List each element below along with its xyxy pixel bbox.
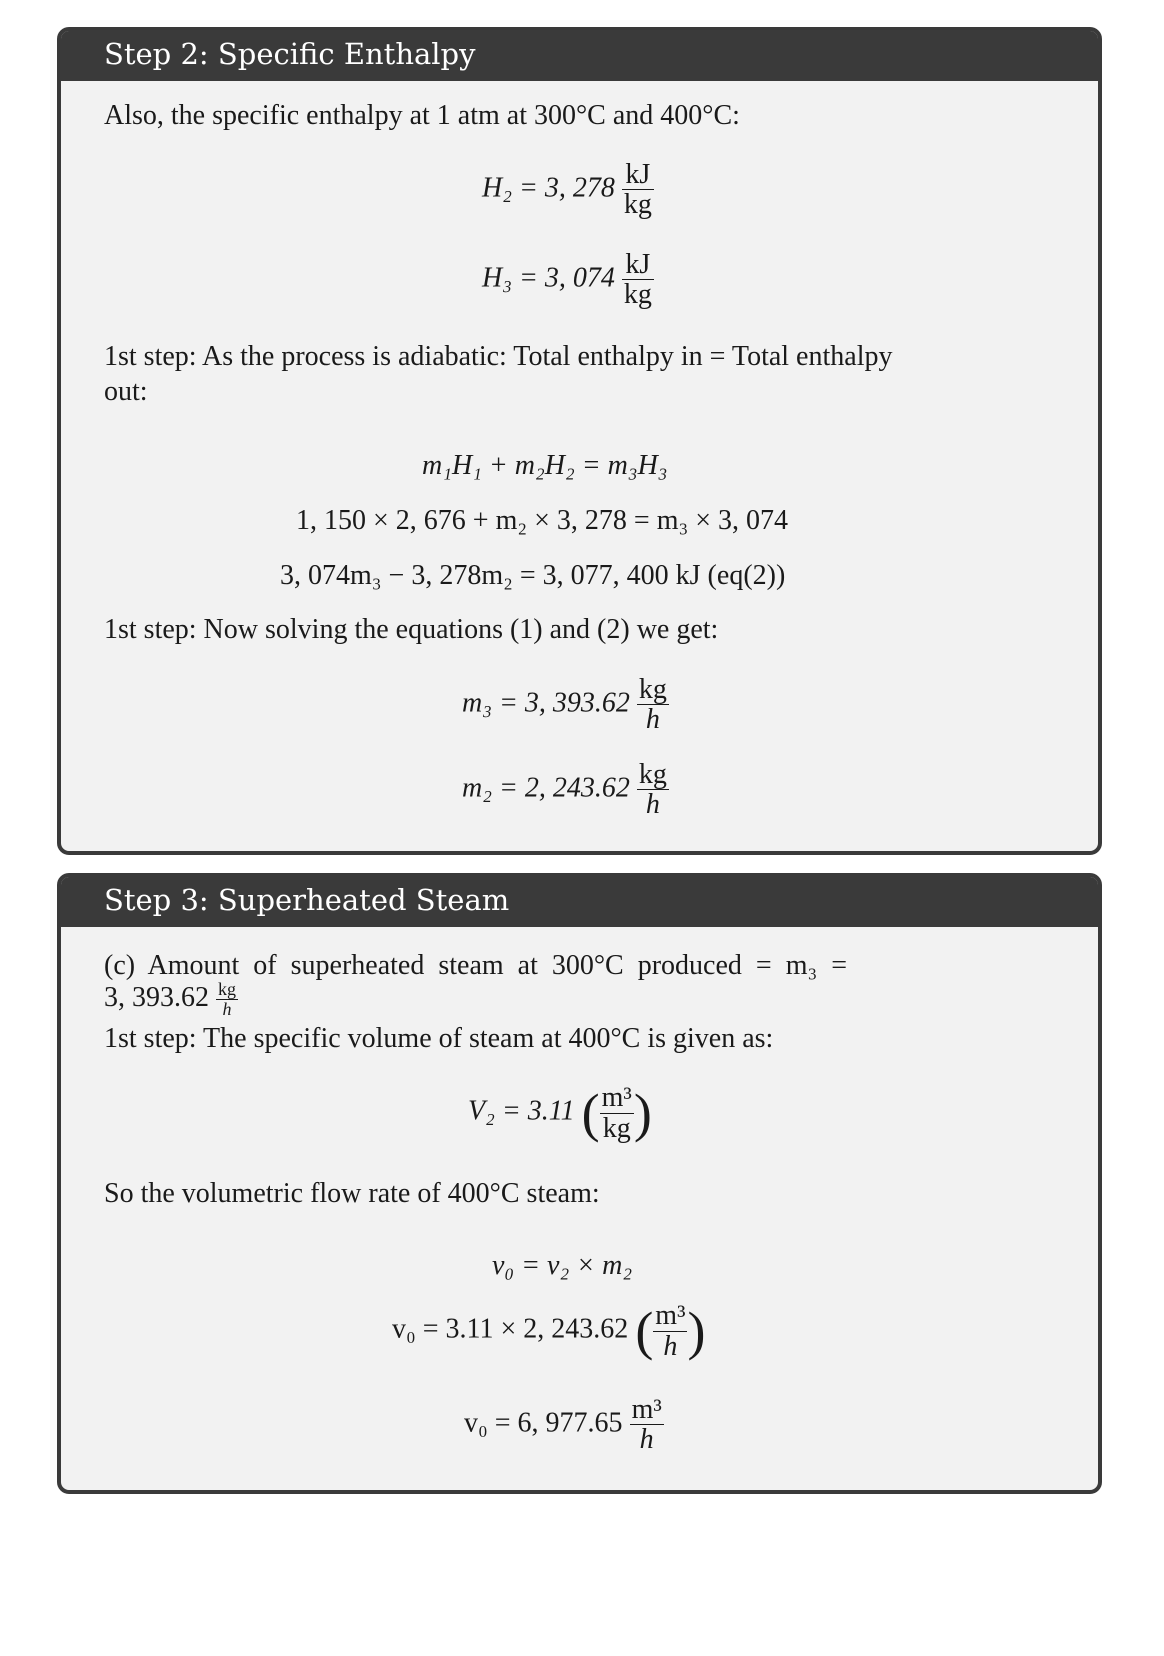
part-c-value-line	[104, 980, 238, 1019]
h3-equation	[482, 250, 654, 310]
solve-line: 1st step: Now solving the equations (1) and (2) we get:	[104, 614, 719, 645]
v0-eq3-lhs: v₀ = 6, 977.65	[464, 1407, 623, 1439]
balance-eq1: m₁H₁ + m₂H₂ = m₃H₃	[422, 450, 668, 481]
v2-equation: V₂ = 3.11 ( $\frac{\text{m³}}{kg}$ )	[468, 1082, 652, 1144]
h3-lhs: H₃ = 3, 074	[482, 262, 615, 294]
m3-unit-den: h	[645, 704, 660, 736]
v2-lhs: V₂ = 3.11	[468, 1095, 575, 1127]
v2-unit-den: kg	[602, 1112, 631, 1144]
v0-eq3-unit-den: h	[639, 1424, 654, 1456]
m3-unit	[637, 675, 669, 735]
h3-unit-den: kg	[623, 279, 652, 311]
v0-eq2-unit	[653, 1301, 687, 1361]
h3-unit	[622, 250, 654, 310]
adiabatic-line1: 1st step: As the process is adiabatic: Total enthalpy in = Total enthalpy	[104, 341, 893, 372]
m2-lhs: m₂ = 2, 243.62	[462, 772, 630, 804]
v2-unit-num: m³	[601, 1082, 632, 1114]
v0-eq1: v₀ = v₂ × m₂	[492, 1250, 633, 1281]
v0-eq3-unit-num: m³	[631, 1394, 662, 1425]
step2-intro: Also, the specific enthalpy at 1 atm at 300°C and 400°C:	[104, 100, 740, 131]
part-c-line1: (c) Amount of superheated steam at 300°C produced = m₃ =	[104, 950, 848, 981]
v0-eq2-unit-num: m³	[655, 1300, 686, 1332]
m2-equation	[462, 760, 669, 820]
specific-volume-line: 1st step: The specific volume of steam at 400°C is given as:	[104, 1023, 774, 1054]
step2-title: Step 2: Specific Enthalpy	[61, 31, 1098, 81]
volumetric-line: So the volumetric flow rate of 400°C steam:	[104, 1178, 600, 1209]
balance-eq3: 3, 074m₃ − 3, 278m₂ = 3, 077, 400 kJ (eq(2))	[280, 560, 786, 591]
part-c-unit-den: h	[222, 998, 232, 1019]
v0-eq3-unit	[630, 1395, 664, 1455]
part-c-value: 3, 393.62	[104, 981, 209, 1013]
v0-eq2-lhs: v₀ = 3.11 × 2, 243.62	[392, 1313, 629, 1345]
v0-eq3	[464, 1395, 664, 1455]
h2-unit-den: kg	[623, 189, 652, 221]
balance-eq2: 1, 150 × 2, 676 + m₂ × 3, 278 = m₃ × 3, 074	[296, 505, 789, 536]
m3-unit-num: kg	[638, 674, 667, 705]
m2-unit	[637, 760, 669, 820]
v2-unit	[600, 1083, 634, 1143]
h2-unit	[622, 160, 654, 220]
m2-unit-den: h	[645, 789, 660, 821]
h2-equation	[482, 160, 654, 220]
m2-unit-num: kg	[638, 759, 667, 790]
part-c-unit-num: kg	[218, 979, 236, 999]
step3-title: Step 3: Superheated Steam	[61, 877, 1098, 927]
v0-eq2-unit-den: h	[663, 1330, 678, 1362]
m3-equation	[462, 675, 669, 735]
h3-unit-num: kJ	[622, 250, 654, 280]
adiabatic-line2: out:	[104, 376, 148, 407]
v0-eq2: v₀ = 3.11 × 2, 243.62 ( $\frac{\text{m³}}{h}$ )	[392, 1300, 706, 1362]
h2-lhs: H₂ = 3, 278	[482, 172, 615, 204]
h2-unit-num: kJ	[622, 160, 654, 190]
m3-lhs: m₃ = 3, 393.62	[462, 687, 630, 719]
part-c-unit	[216, 980, 238, 1019]
